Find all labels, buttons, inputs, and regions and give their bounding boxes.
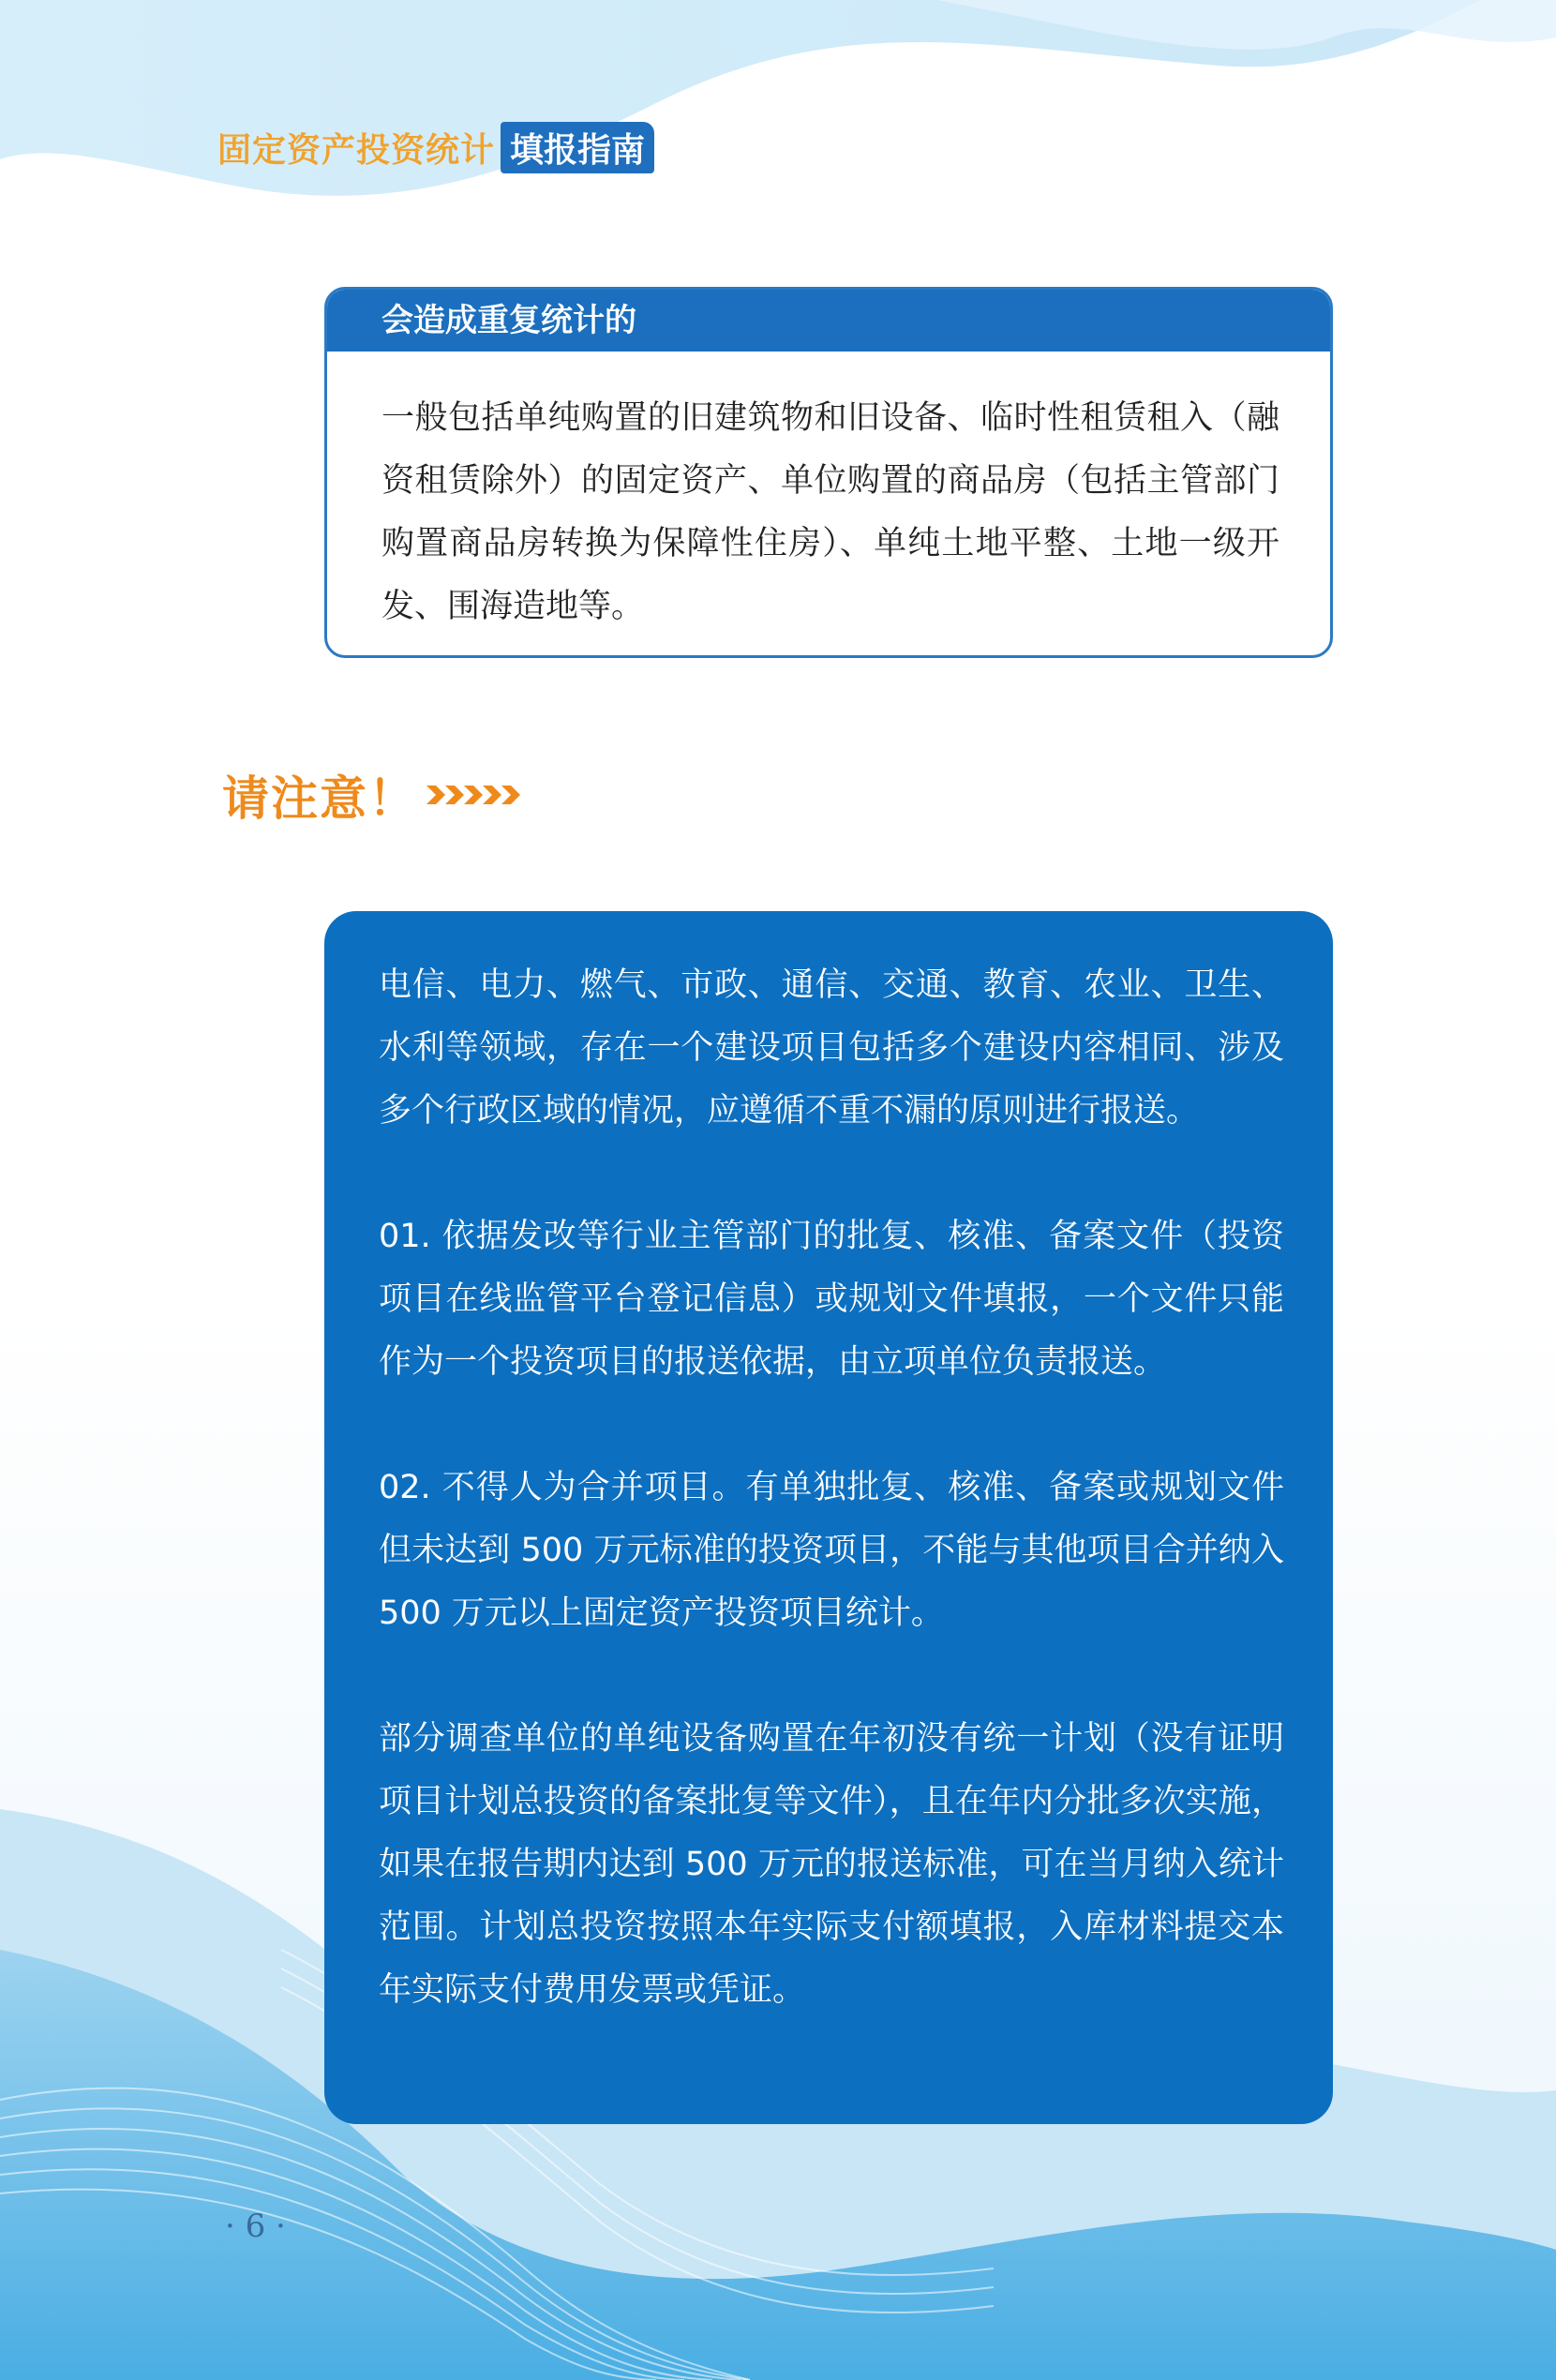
info-box-heading: 会造成重复统计的 xyxy=(327,290,1330,352)
notice-paragraph: 部分调查单位的单纯设备购置在年初没有统一计划（没有证明项目计划总投资的备案批复等文件），且在年内分批多次实施，如果在报告期内达到 500 万元的报送标准，可在当月纳入统计范围。计划总投资按照本年实际支付额填报，入库材料提交本年实际支付费用发票或凭证。 xyxy=(379,1720,1284,2009)
header xyxy=(217,122,654,173)
page-number: · 6 · xyxy=(225,2208,286,2245)
notice-paragraph: 01. 依据发改等行业主管部门的批复、核准、备案文件（投资项目在线监管平台登记信息）或规划文件填报，一个文件只能作为一个投资项目的报送依据，由立项单位负责报送。 xyxy=(379,1218,1284,1381)
double-chevron-right-icon xyxy=(425,776,537,814)
header-title: 固定资产投资统计 xyxy=(217,130,496,170)
notice-paragraph: 02. 不得人为合并项目。有单独批复、核准、备案或规划文件但未达到 500 万元标准的投资项目，不能与其他项目合并纳入 500 万元以上固定资产投资项目统计。 xyxy=(379,1469,1284,1632)
notice-heading xyxy=(222,761,537,829)
header-tag: 填报指南 xyxy=(501,122,654,173)
notice-title: 请注意！ xyxy=(222,771,417,826)
notice-paragraph: 电信、电力、燃气、市政、通信、交通、教育、农业、卫生、水利等领域，存在一个建设项目包括多个建设内容相同、涉及多个行政区域的情况，应遵循不重不漏的原则进行报送。 xyxy=(379,966,1284,1130)
notice-panel xyxy=(324,911,1333,2124)
info-box xyxy=(324,287,1333,658)
info-box-body: 一般包括单纯购置的旧建筑物和旧设备、临时性租赁租入（融资租赁除外）的固定资产、单位购置的商品房（包括主管部门购置商品房转换为保障性住房）、单纯土地平整、土地一级开发、围海造地等。 xyxy=(382,399,1279,625)
